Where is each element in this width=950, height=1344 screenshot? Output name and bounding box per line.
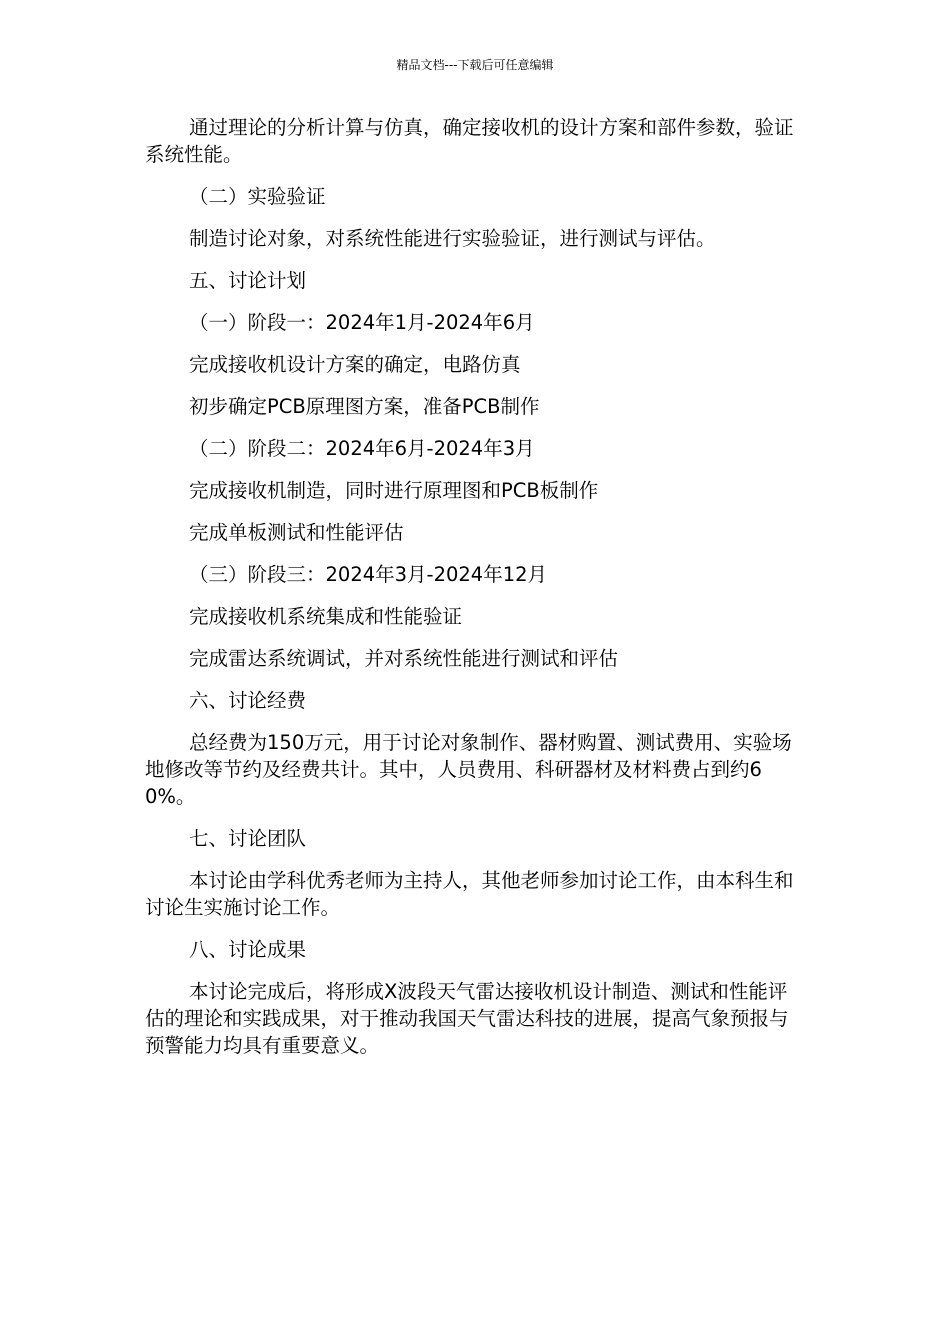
paragraph: 完成单板测试和性能评估 bbox=[189, 521, 404, 544]
section-heading: （二）实验验证 bbox=[189, 185, 326, 208]
paragraph: 完成雷达系统调试，并对系统性能进行测试和评估 bbox=[189, 647, 619, 670]
section-heading: 六、讨论经费 bbox=[189, 689, 307, 712]
page-header: 精品文档---下载后可任意编辑 bbox=[396, 58, 554, 72]
paragraph: 初步确定PCB原理图方案，准备PCB制作 bbox=[189, 395, 540, 418]
section-heading: 五、讨论计划 bbox=[189, 269, 307, 292]
paragraph: 制造讨论对象，对系统性能进行实验验证，进行测试与评估。 bbox=[189, 227, 716, 250]
paragraph: 完成接收机设计方案的确定，电路仿真 bbox=[189, 353, 521, 376]
paragraph: 通过理论的分析计算与仿真，确定接收机的设计方案和部件参数，验证系统性能。 bbox=[145, 116, 794, 166]
section-heading: （三）阶段三：2024年3月-2024年12月 bbox=[189, 563, 548, 586]
document-body bbox=[145, 114, 800, 1074]
paragraph: 完成接收机系统集成和性能验证 bbox=[189, 605, 463, 628]
section-heading: 七、讨论团队 bbox=[189, 827, 307, 850]
paragraph: 完成接收机制造，同时进行原理图和PCB板制作 bbox=[189, 479, 599, 502]
paragraph: 本讨论完成后，将形成X波段天气雷达接收机设计制造、测试和性能评估的理论和实践成果，对于推动我国天气雷达科技的进展，提高气象预报与预警能力均具有重要意义。 bbox=[145, 980, 789, 1057]
section-heading: （一）阶段一：2024年1月-2024年6月 bbox=[189, 311, 535, 334]
paragraph: 本讨论由学科优秀老师为主持人，其他老师参加讨论工作，由本科生和讨论生实施讨论工作。 bbox=[145, 869, 794, 919]
section-heading: （二）阶段二：2024年6月-2024年3月 bbox=[189, 437, 535, 460]
section-heading: 八、讨论成果 bbox=[189, 938, 307, 961]
paragraph: 总经费为150万元，用于讨论对象制作、器材购置、测试费用、实验场地修改等节约及经费共计。其中，人员费用、科研器材及材料费占到约60%。 bbox=[145, 731, 792, 808]
